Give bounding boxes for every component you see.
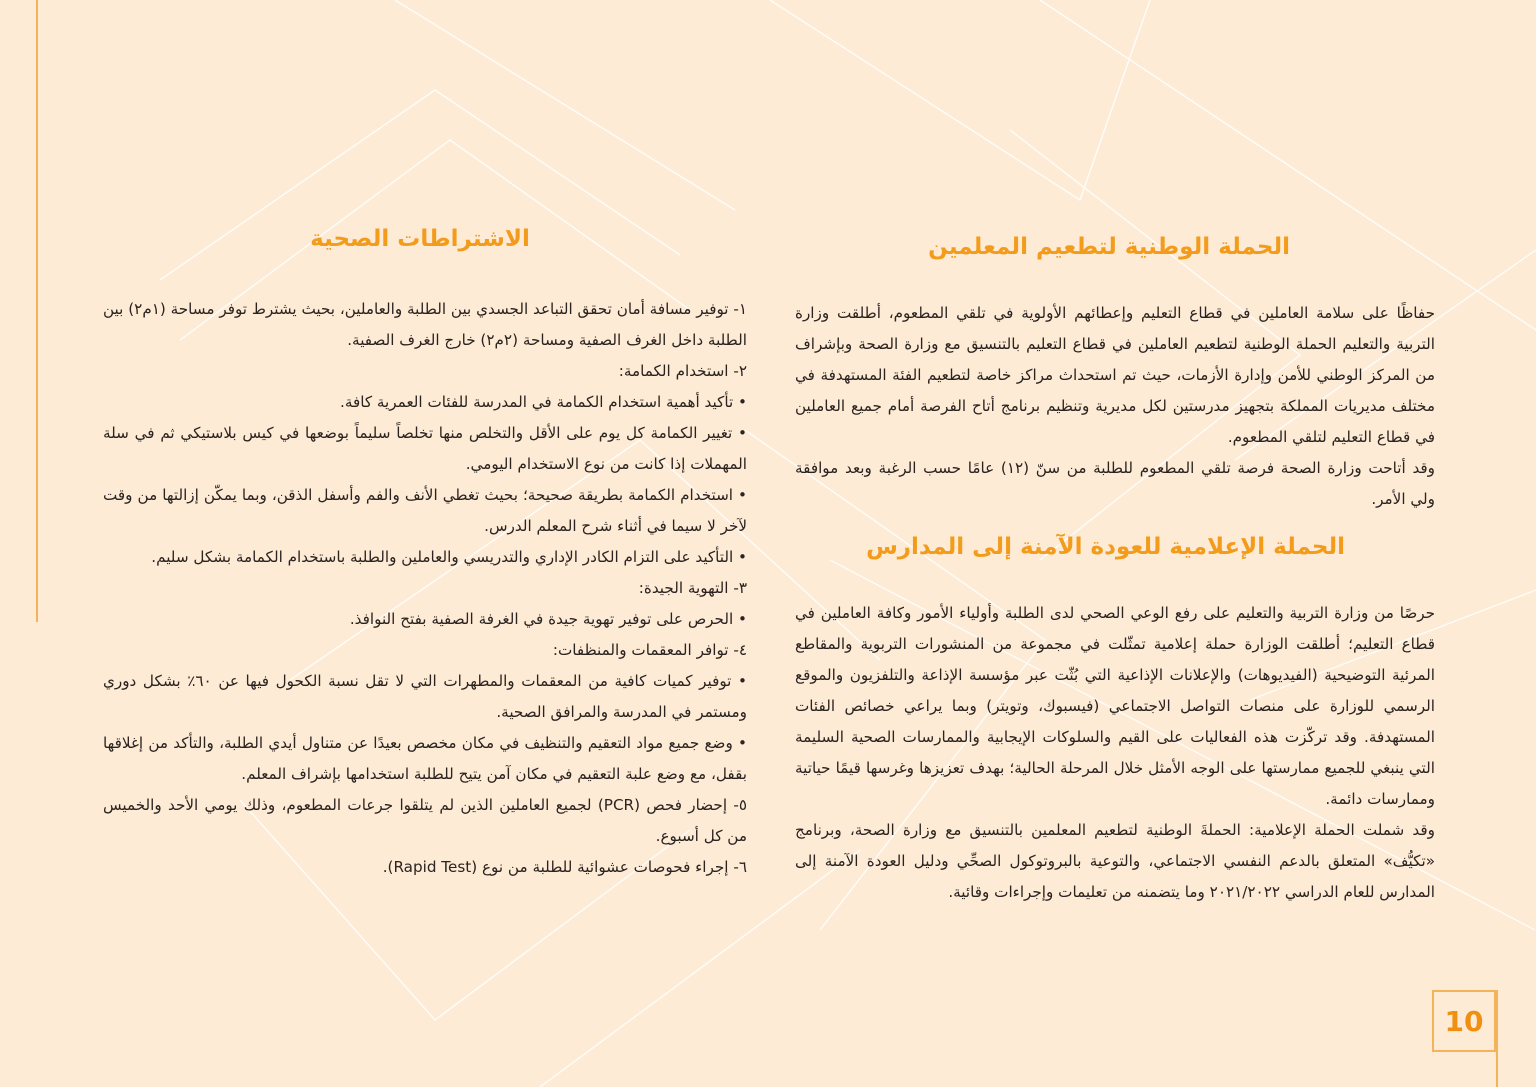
list-item: ٦- إجراء فحوصات عشوائية للطلبة من نوع (Rapid Test). [382,858,747,876]
list-item: ١- توفير مسافة أمان تحقق التباعد الجسدي بين الطلبة والعاملين، بحيث يشترط توفر مساحة (١م٢) بين الطلبة داخل الغرف الصفية ومساحة (٢م٢) خارج الغرف الصفية. [103,300,748,349]
left-column [103,294,747,883]
right-column-lower [795,598,1435,908]
paragraph-teachers-vaccination: حفاظًا على سلامة العاملين في قطاع التعليم وإعطائهم الأولوية في تلقي المطعوم، أطلقت وزارة التربية والتعليم الحملة الوطنية لتطعيم العاملين في قطاع التعليم بالتنسيق مع وزارة الصحة وبإشراف من المركز الوطني للأمن وإدارة الأزمات، حيث تم استحداث مراكز خاصة لتطعيم الفئة المستهدفة في مختلف مديريات المملكة بتجهيز مدرستين لكل مديرية وتنظيم برنامج أتاح الفرصة أمام جميع العاملين في قطاع التعليم لتلقي المطعوم. [795,304,1435,446]
list-item: • وضع جميع مواد التعقيم والتنظيف في مكان مخصص بعيدًا عن متناول أيدي الطلبة، والتأكد من إغلاقها بقفل، مع وضع علبة التعقيم في مكان آمن يتيح للطلبة استخدامها بإشراف المعلم. [103,734,747,783]
list-item: • تأكيد أهمية استخدام الكمامة في المدرسة للفئات العمرية كافة. [340,393,747,411]
list-item: ٤- توافر المعقمات والمنظفات: [552,641,747,659]
paragraph-students-vaccination: وقد أتاحت وزارة الصحة فرصة تلقي المطعوم للطلبة من سنّ (١٢) عامًا حسب الرغبة وبعد موافقة ولي الأمر. [795,459,1436,508]
left-vertical-rule [36,0,38,622]
bottom-vertical-rule [1496,990,1498,1087]
list-item: • توفير كميات كافية من المعقمات والمطهرات التي لا تقل نسبة الكحول فيها عن ٦٠٪ بشكل دوري ومستمر في المدرسة والمرافق الصحية. [103,672,747,721]
paragraph-campaign-scope: وقد شملت الحملة الإعلامية: الحملةَ الوطنية لتطعيم المعلمين بالتنسيق مع وزارة الصحة، وبرنامج «تكيُّف» المتعلق بالدعم النفسي الاجتماعي، والتوعية بالبروتوكول الصحِّي ودليل العودة الآمنة إلى المدارس للعام الدراسي ٢٠٢١/٢٠٢٢ وما يتضمنه من تعليمات وإجراءات وقائية. [795,821,1435,901]
list-item: ٢- استخدام الكمامة: [618,362,747,380]
list-item: • التأكيد على التزام الكادر الإداري والتدريسي والعاملين والطلبة باستخدام الكمامة بشكل سليم. [151,548,747,566]
page-number: 10 [1432,990,1496,1052]
heading-national-campaign: الحملة الوطنية لتطعيم المعلمين [928,234,1290,260]
heading-media-campaign: الحملة الإعلامية للعودة الآمنة إلى المدارس [866,534,1345,560]
list-item: ٥- إحضار فحص (PCR) لجميع العاملين الذين لم يتلقوا جرعات المطعوم، وذلك يومي الأحد والخميس من كل أسبوع. [103,796,747,845]
list-item: • استخدام الكمامة بطريقة صحيحة؛ بحيث تغطي الأنف والفم وأسفل الذقن، وبما يمكّن إزالتها من وقت لآخر لا سيما في أثناء شرح المعلم الدرس. [103,486,747,535]
list-item: • الحرص على توفير تهوية جيدة في الغرفة الصفية بفتح النوافذ. [349,610,747,628]
right-column [795,298,1435,515]
list-item: • تغيير الكمامة كل يوم على الأقل والتخلص منها تخلصاً سليماً بوضعها في كيس بلاستيكي ثم في سلة المهملات إذا كانت من نوع الاستخدام اليومي. [103,424,747,473]
heading-health-requirements: الاشتراطات الصحية [310,226,530,252]
list-item: ٣- التهوية الجيدة: [638,579,747,597]
paragraph-media-campaign: حرصًا من وزارة التربية والتعليم على رفع الوعي الصحي لدى الطلبة وأولياء الأمور وكافة العاملين في قطاع التعليم؛ أطلقت الوزارة حملة إعلامية تمثّلت في مجموعة من المنشورات التربوية والمقاطع المرئية التوضيحية (الفيديوهات) والإعلانات الإذاعية التي بُثّت عبر مؤسسة الإذاعة والتلفزيون والموقع الرسمي للوزارة على منصات التواصل الاجتماعي (فيسبوك، وتويتر) وبما يراعي خصائص الفئات المستهدفة. وقد تركّزت هذه الفعاليات على القيم والسلوكات الإيجابية والممارسات الصحية السليمة التي ينبغي للجميع ممارستها على الوجه الأمثل خلال المرحلة الحالية؛ بهدف تعزيزها وغرسها قيمًا حياتية وممارسات دائمة. [795,604,1435,808]
